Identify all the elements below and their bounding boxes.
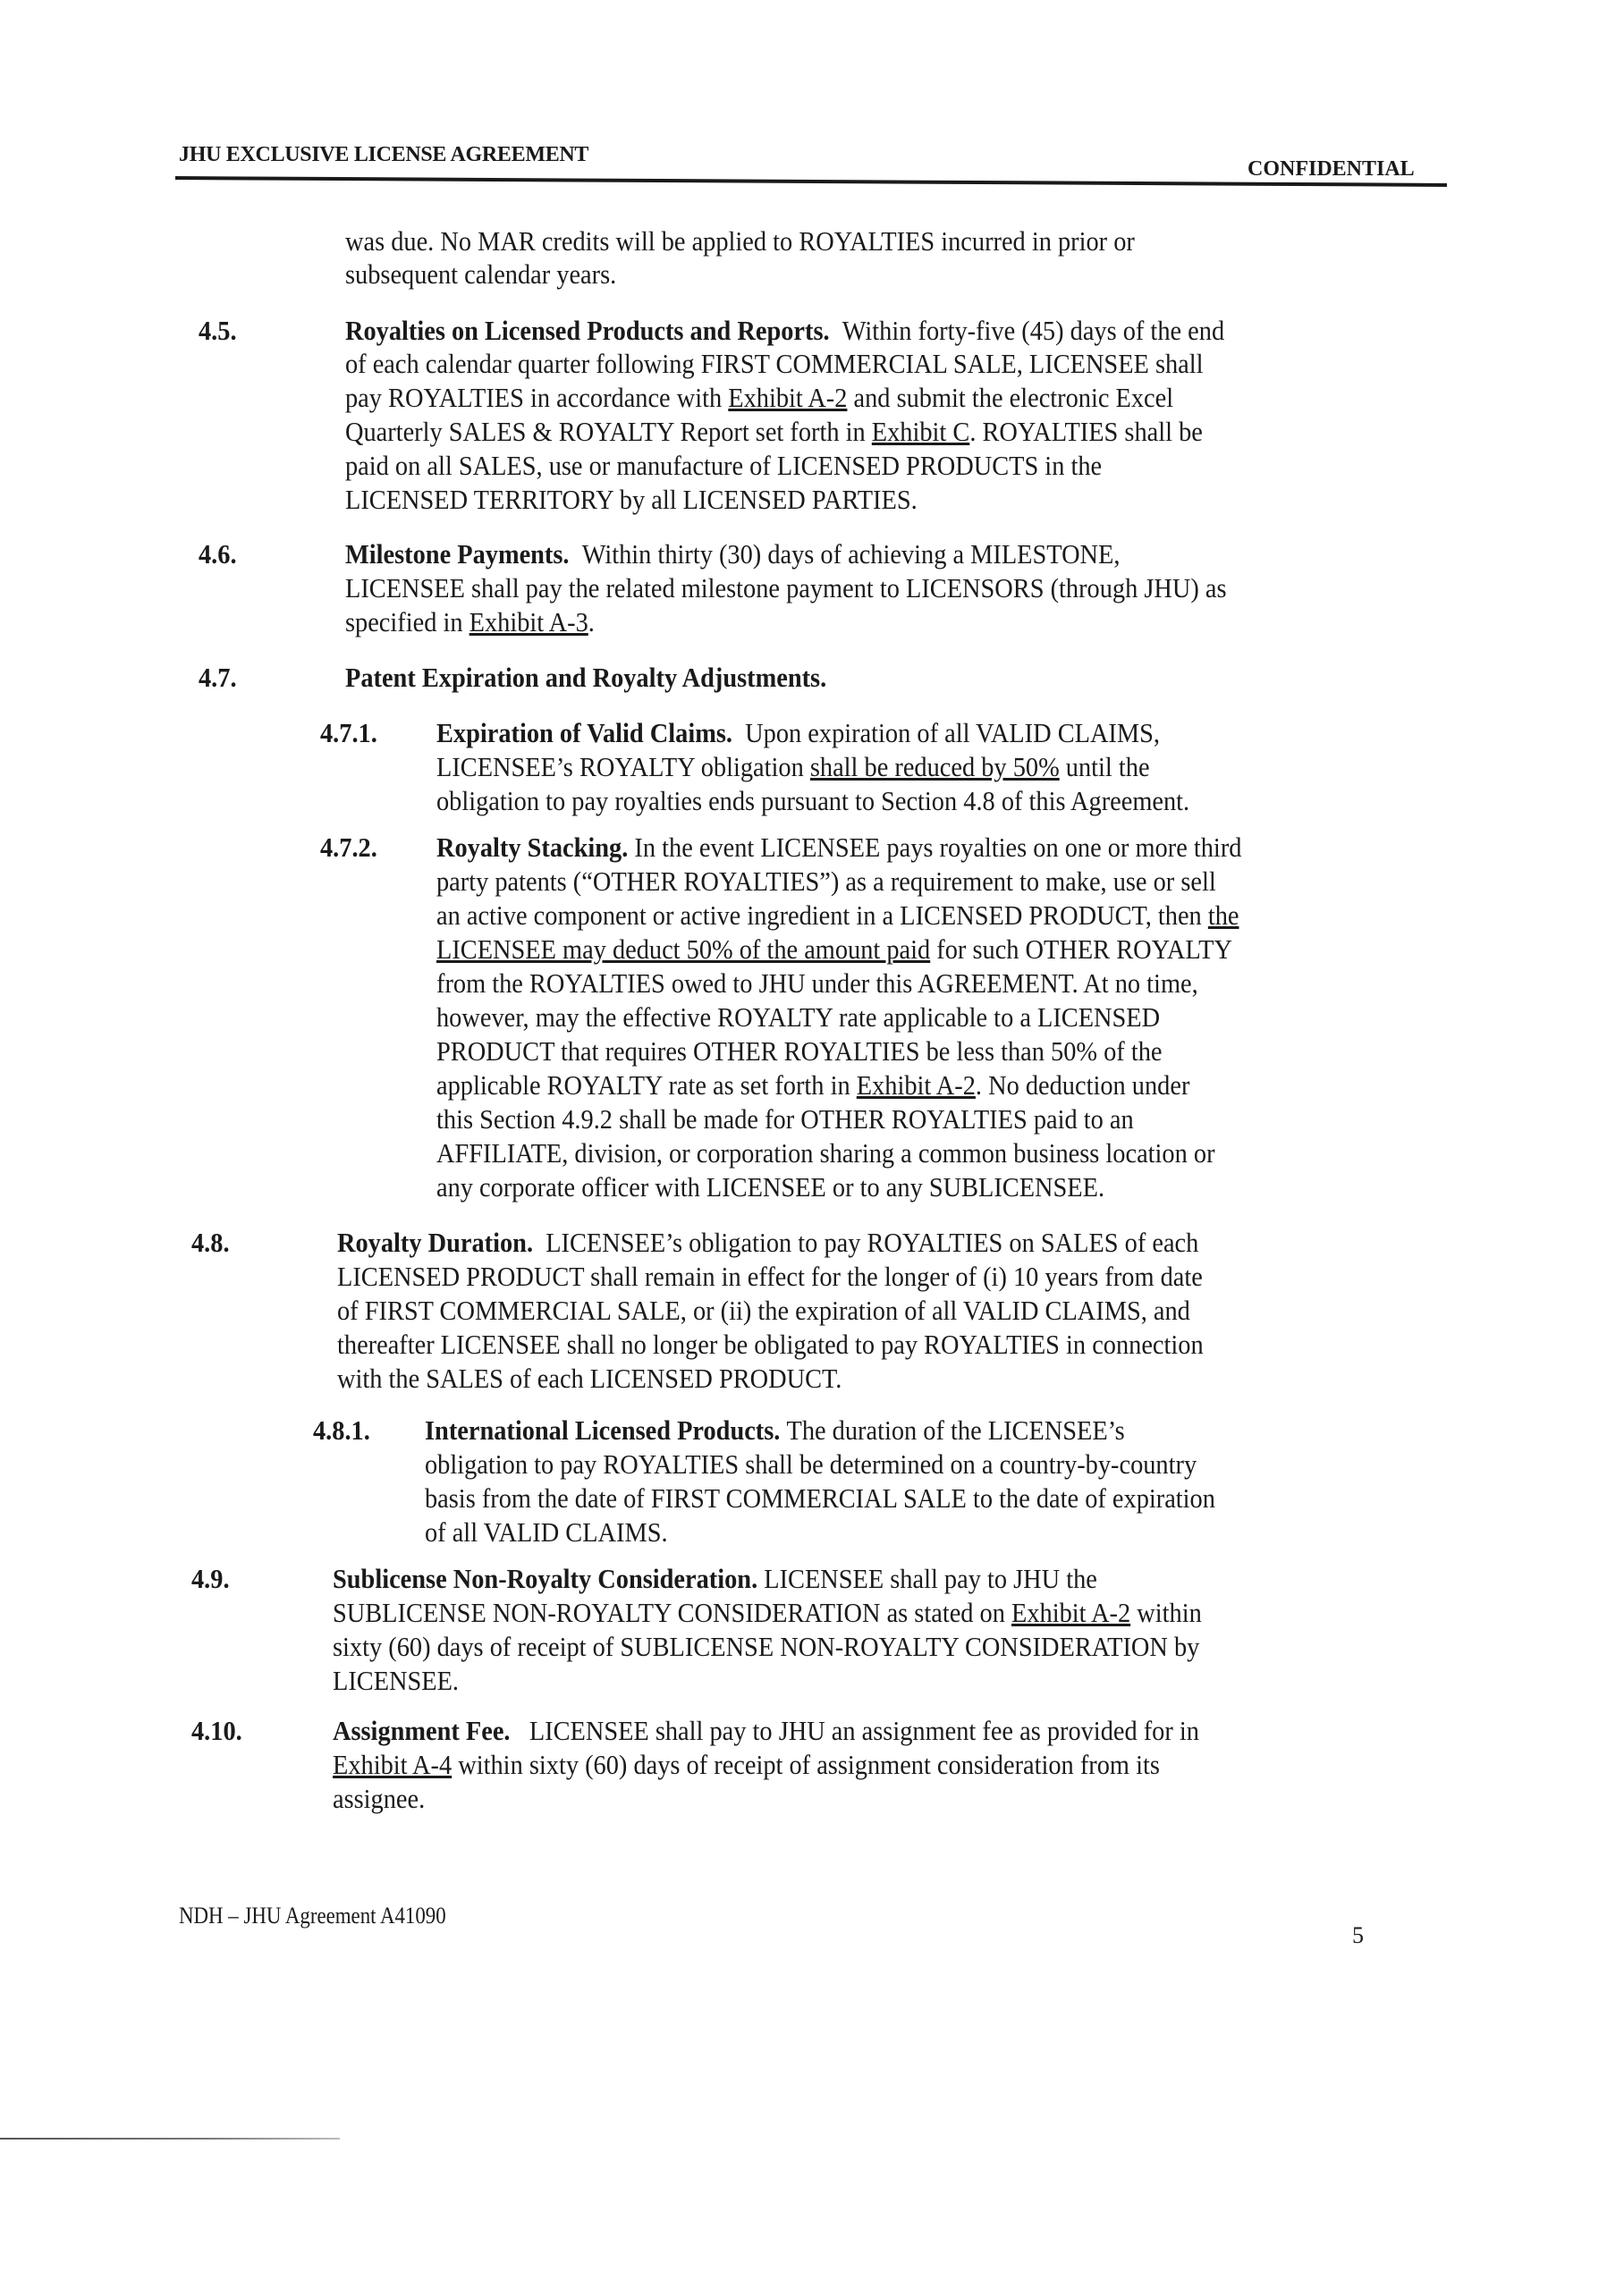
section-number: 4.10. <box>191 1716 242 1746</box>
section-number: 4.7.1. <box>320 718 377 748</box>
section-line <box>333 1563 1097 1596</box>
section-text: The duration of the LICENSEE’s <box>786 1415 1125 1446</box>
section-heading: Milestone Payments. <box>345 539 570 570</box>
section-text: In the event LICENSEE pays royalties on one or more third <box>634 832 1242 863</box>
exhibit-a3-link[interactable]: Exhibit A-3 <box>469 607 588 637</box>
section-text: specified in <box>345 607 469 637</box>
page-number: 5 <box>1352 1922 1364 1948</box>
exhibit-a2-link[interactable]: Exhibit A-2 <box>728 383 848 413</box>
section-text: Within forty-five (45) days of the end <box>842 316 1225 346</box>
section-line <box>345 382 1173 415</box>
section-number: 4.8.1. <box>313 1415 370 1446</box>
section-line <box>345 606 595 639</box>
section-line: sixty (60) days of receipt of SUBLICENSE NON-ROYALTY CONSIDERATION by <box>333 1632 1200 1662</box>
section-number: 4.7. <box>199 663 237 693</box>
section-text: . ROYALTIES shall be <box>969 417 1203 447</box>
section-line: assignee. <box>333 1784 426 1814</box>
section-line: this Section 4.9.2 shall be made for OTHER ROYALTIES paid to an <box>436 1104 1134 1135</box>
section-text: . No deduction under <box>975 1070 1190 1101</box>
section-text: LICENSEE shall pay to JHU an assignment fee as provided for in <box>529 1716 1199 1746</box>
section-line: of all VALID CLAIMS. <box>425 1517 668 1548</box>
section-text: for such OTHER ROYALTY <box>930 934 1232 965</box>
section-number: 4.6. <box>199 539 237 570</box>
section-text: until the <box>1059 752 1150 782</box>
section-line <box>345 538 1120 571</box>
section-line: LICENSEE shall pay the related milestone payment to LICENSORS (through JHU) as <box>345 573 1227 604</box>
section-text: Upon expiration of all VALID CLAIMS, <box>745 718 1160 748</box>
section-line <box>425 1414 1125 1448</box>
section-line <box>436 717 1160 750</box>
section-line <box>345 315 1224 348</box>
section-text: SUBLICENSE NON-ROYALTY CONSIDERATION as stated on <box>333 1598 1012 1628</box>
document-header-title: JHU EXCLUSIVE LICENSE AGREEMENT <box>179 143 589 166</box>
section-text: pay ROYALTIES in accordance with <box>345 383 729 413</box>
section-line: party patents (“OTHER ROYALTIES”) as a requirement to make, use or sell <box>436 866 1216 897</box>
exhibit-a2-link[interactable]: Exhibit A-2 <box>856 1070 976 1101</box>
underlined-text: LICENSEE may deduct 50% of the amount paid <box>436 934 931 965</box>
underlined-text: the <box>1207 900 1239 931</box>
section-line <box>333 1715 1199 1748</box>
section-heading: Patent Expiration and Royalty Adjustments. <box>345 663 827 693</box>
section-line <box>436 751 1150 784</box>
section-line <box>345 416 1203 449</box>
section-heading: Assignment Fee. <box>333 1716 511 1746</box>
section-line: any corporate officer with LICENSEE or to any SUBLICENSEE. <box>436 1172 1105 1203</box>
section-line: LICENSED TERRITORY by all LICENSED PARTIES. <box>345 485 918 515</box>
section-line: LICENSEE. <box>333 1666 460 1696</box>
footer-agreement-id: NDH – JHU Agreement A41090 <box>179 1903 446 1929</box>
exhibit-c-link[interactable]: Exhibit C <box>871 417 970 447</box>
section-text: applicable ROYALTY rate as set forth in <box>436 1070 857 1101</box>
section-line: thereafter LICENSEE shall no longer be obligated to pay ROYALTIES in connection <box>337 1329 1204 1360</box>
section-line: PRODUCT that requires OTHER ROYALTIES be less than 50% of the <box>436 1036 1163 1067</box>
section-heading: International Licensed Products. <box>425 1415 781 1446</box>
section-line: obligation to pay ROYALTIES shall be determined on a country-by-country <box>425 1449 1197 1480</box>
section-line: of each calendar quarter following FIRST COMMERCIAL SALE, LICENSEE shall <box>345 349 1204 379</box>
section-text: Quarterly SALES & ROYALTY Report set forth in <box>345 417 872 447</box>
section-text: within <box>1130 1598 1202 1628</box>
section-line: LICENSED PRODUCT shall remain in effect for the longer of (i) 10 years from date <box>337 1262 1203 1292</box>
continuation-line-1: was due. No MAR credits will be applied to ROYALTIES incurred in prior or <box>345 226 1135 257</box>
section-number: 4.7.2. <box>320 832 377 863</box>
scan-artifact-line <box>0 2138 340 2140</box>
section-text: LICENSEE’s obligation to pay ROYALTIES on SALES of each <box>546 1228 1199 1258</box>
section-heading: Royalties on Licensed Products and Reports. <box>345 316 830 346</box>
section-line: with the SALES of each LICENSED PRODUCT. <box>337 1363 842 1394</box>
section-line <box>436 933 1232 967</box>
section-line: from the ROYALTIES owed to JHU under this AGREEMENT. At no time, <box>436 968 1198 999</box>
section-heading: Expiration of Valid Claims. <box>436 718 732 748</box>
section-line: obligation to pay royalties ends pursuant to Section 4.8 of this Agreement. <box>436 786 1190 816</box>
section-line <box>436 831 1241 865</box>
confidential-label: CONFIDENTIAL <box>1248 157 1415 181</box>
exhibit-a4-link[interactable]: Exhibit A-4 <box>333 1750 453 1780</box>
continuation-line-2: subsequent calendar years. <box>345 259 617 290</box>
section-text: within sixty (60) days of receipt of assignment consideration from its <box>452 1750 1160 1780</box>
section-heading: Royalty Stacking. <box>436 832 629 863</box>
section-line <box>337 1227 1198 1260</box>
section-line <box>333 1749 1160 1782</box>
underlined-text: shall be reduced by 50% <box>809 752 1060 782</box>
section-number: 4.5. <box>199 316 237 346</box>
section-heading: Royalty Duration. <box>337 1228 534 1258</box>
section-text: Within thirty (30) days of achieving a MILESTONE, <box>581 539 1121 570</box>
section-text: and submit the electronic Excel <box>847 383 1174 413</box>
section-line: of FIRST COMMERCIAL SALE, or (ii) the expiration of all VALID CLAIMS, and <box>337 1296 1190 1326</box>
section-text: . <box>588 607 595 637</box>
section-line <box>436 899 1239 933</box>
section-line <box>333 1597 1202 1630</box>
section-text: LICENSEE shall pay to JHU the <box>764 1564 1097 1594</box>
section-text: LICENSEE’s ROYALTY obligation <box>436 752 810 782</box>
section-number: 4.8. <box>191 1228 230 1258</box>
section-line: AFFILIATE, division, or corporation sharing a common business location or <box>436 1138 1215 1169</box>
section-text: an active component or active ingredient in a LICENSED PRODUCT, then <box>436 900 1208 931</box>
section-line: however, may the effective ROYALTY rate applicable to a LICENSED <box>436 1002 1161 1033</box>
section-line <box>436 1069 1189 1102</box>
section-line: basis from the date of FIRST COMMERCIAL SALE to the date of expiration <box>425 1483 1215 1514</box>
section-heading: Sublicense Non-Royalty Consideration. <box>333 1564 758 1594</box>
section-line: paid on all SALES, use or manufacture of LICENSED PRODUCTS in the <box>345 451 1103 481</box>
exhibit-a2-link[interactable]: Exhibit A-2 <box>1011 1598 1131 1628</box>
section-number: 4.9. <box>191 1564 230 1594</box>
